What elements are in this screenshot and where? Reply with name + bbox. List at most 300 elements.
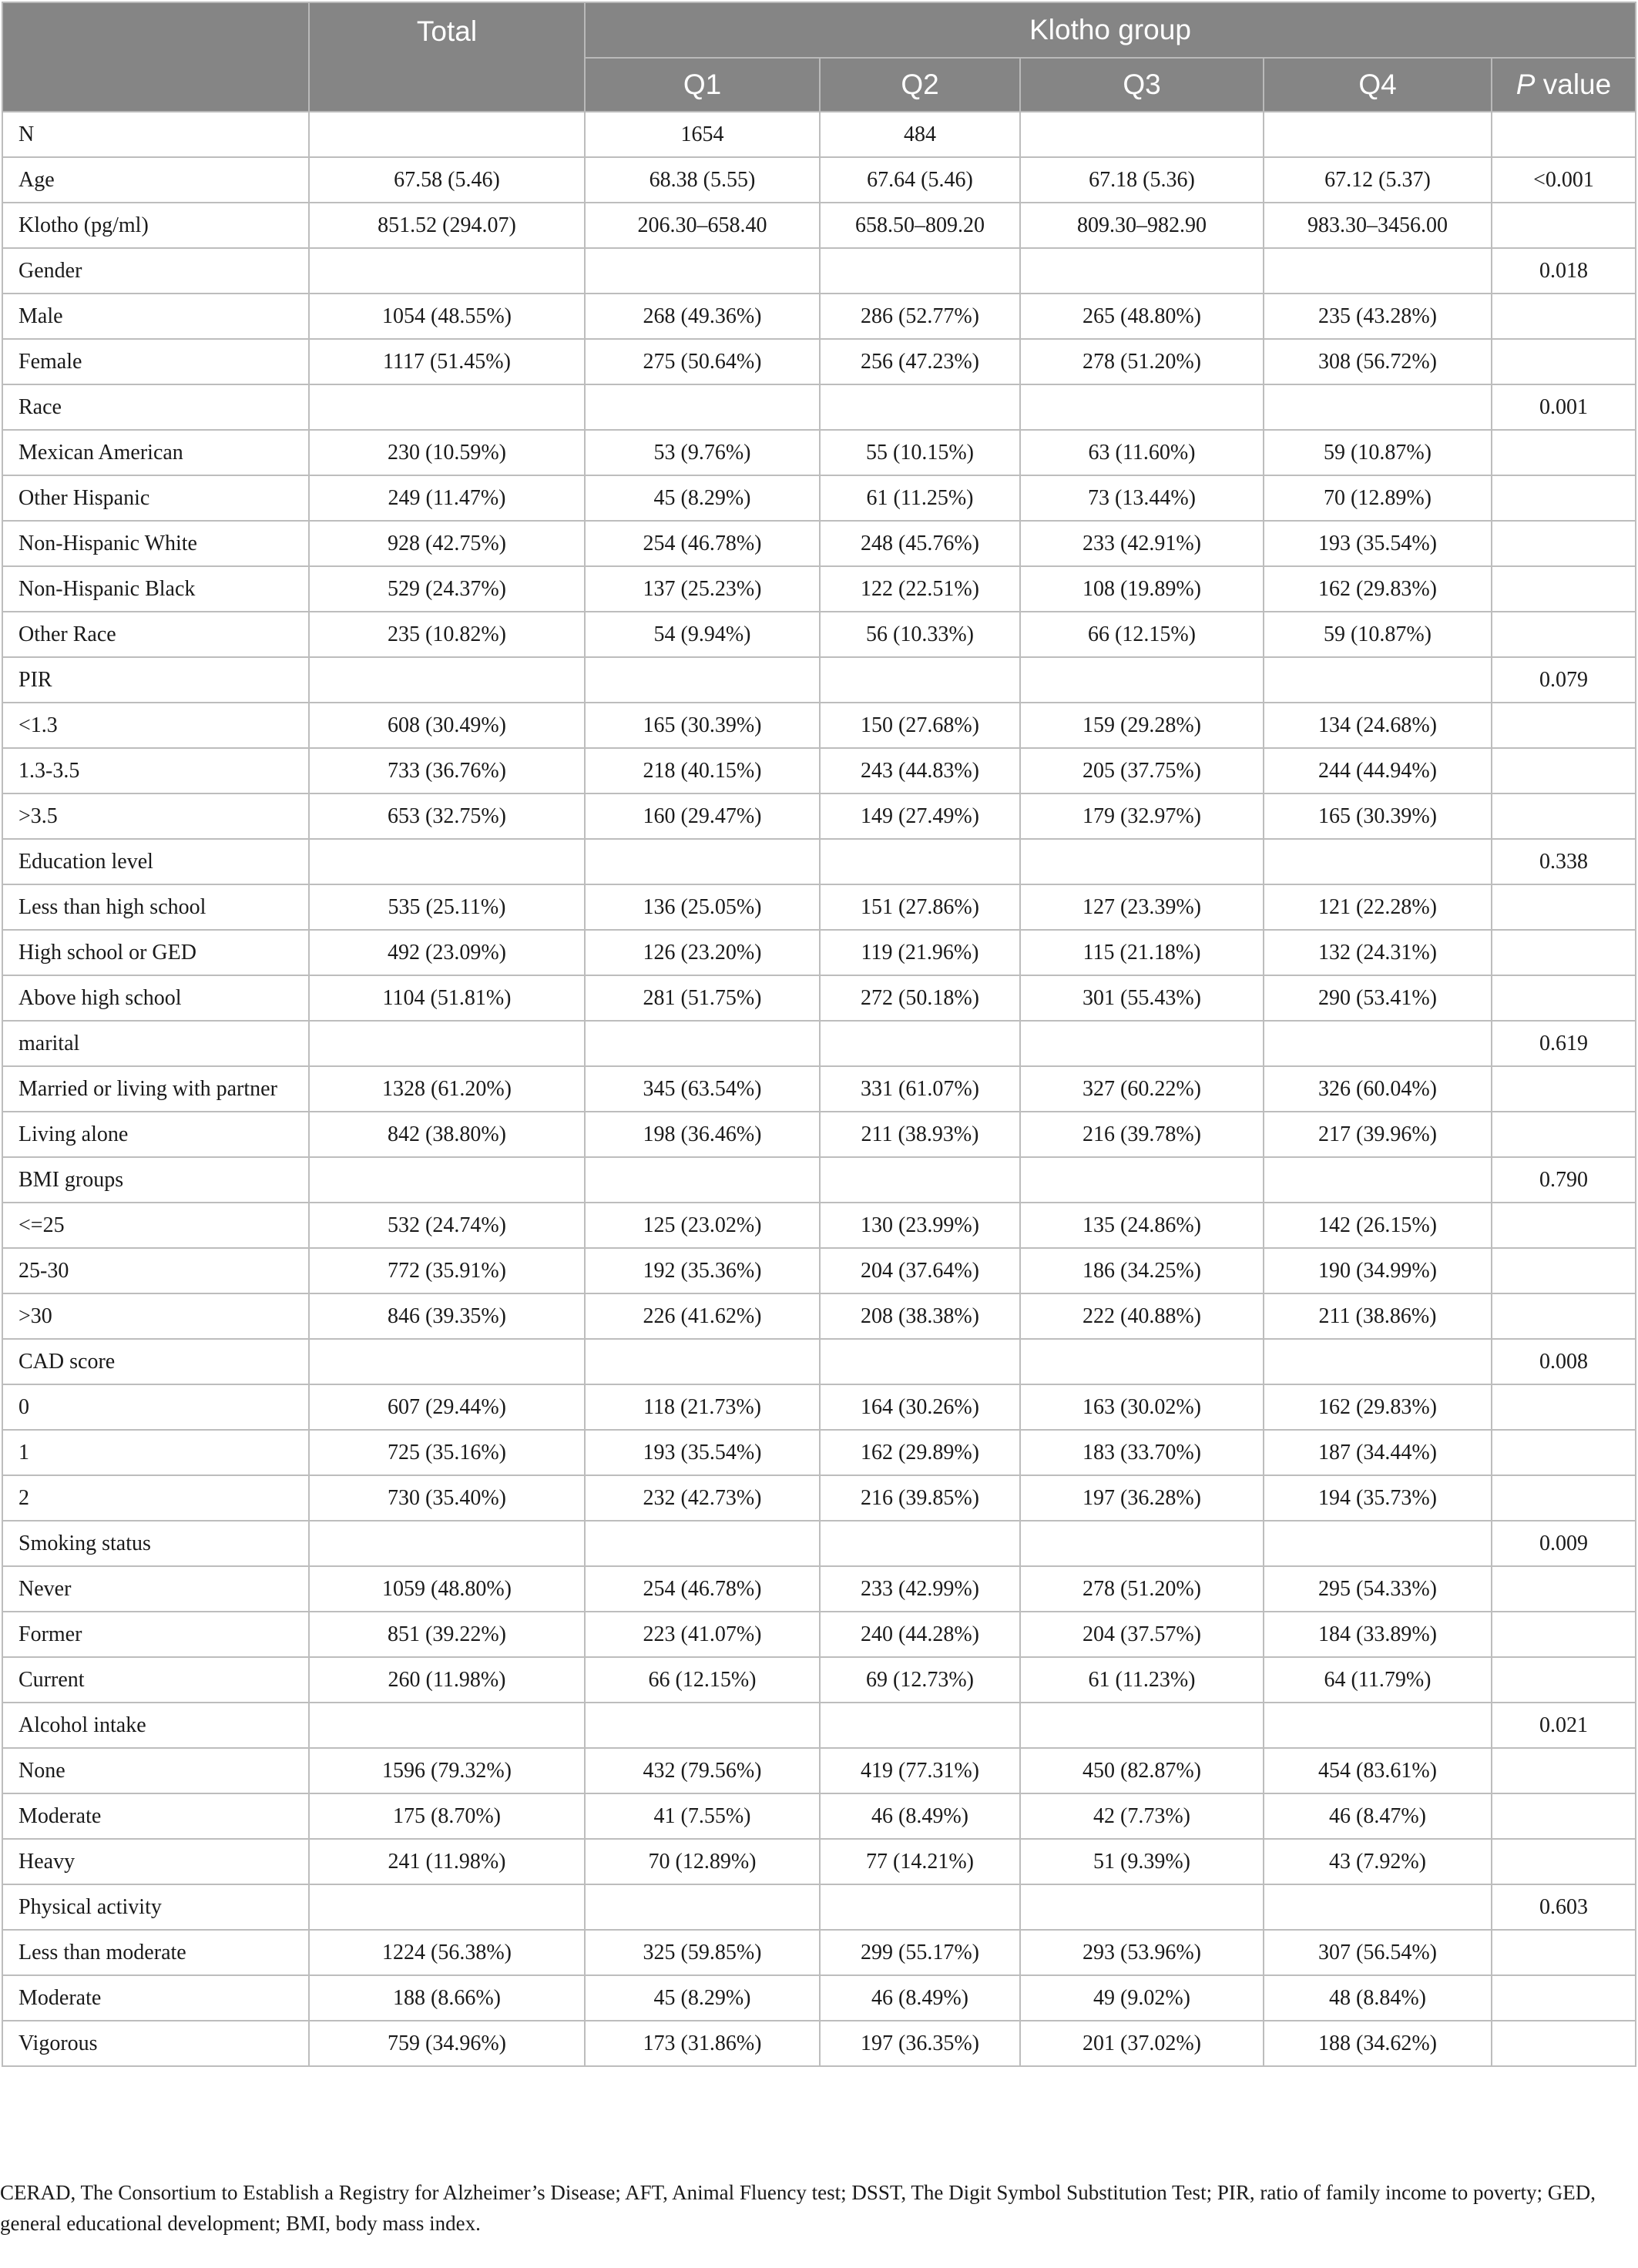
cell-q2 xyxy=(820,839,1020,884)
cell-total: 653 (32.75%) xyxy=(309,793,585,839)
table-row xyxy=(2,1884,1636,1930)
table-row xyxy=(2,1703,1636,1748)
cell-p-value xyxy=(1492,1066,1636,1112)
table-row xyxy=(2,1066,1636,1112)
cell-q3: 197 (36.28%) xyxy=(1020,1475,1264,1521)
cell-row-label: Klotho (pg/ml) xyxy=(2,203,309,248)
cell-q1: 136 (25.05%) xyxy=(585,884,820,930)
cell-q3 xyxy=(1020,112,1264,157)
table-row xyxy=(2,1748,1636,1793)
cell-q3: 42 (7.73%) xyxy=(1020,1793,1264,1839)
cell-total: 772 (35.91%) xyxy=(309,1248,585,1293)
table-row xyxy=(2,1112,1636,1157)
cell-row-label: 25-30 xyxy=(2,1248,309,1293)
cell-row-label: Never xyxy=(2,1566,309,1612)
cell-q2 xyxy=(820,657,1020,703)
cell-q2: 122 (22.51%) xyxy=(820,566,1020,612)
cell-q3: 809.30–982.90 xyxy=(1020,203,1264,248)
header-klotho-group: Klotho group xyxy=(585,2,1636,58)
cell-p-value xyxy=(1492,1612,1636,1657)
cell-q2: 69 (12.73%) xyxy=(820,1657,1020,1703)
cell-q1: 345 (63.54%) xyxy=(585,1066,820,1112)
cell-q1 xyxy=(585,1021,820,1066)
cell-q3: 49 (9.02%) xyxy=(1020,1975,1264,2021)
cell-total: 842 (38.80%) xyxy=(309,1112,585,1157)
cell-total: 230 (10.59%) xyxy=(309,430,585,475)
cell-q2 xyxy=(820,1339,1020,1384)
cell-total: 759 (34.96%) xyxy=(309,2021,585,2066)
cell-p-value xyxy=(1492,203,1636,248)
cell-q1: 45 (8.29%) xyxy=(585,475,820,521)
cell-row-label: Vigorous xyxy=(2,2021,309,2066)
cell-row-label: Other Race xyxy=(2,612,309,657)
cell-q4: 983.30–3456.00 xyxy=(1264,203,1492,248)
cell-q1: 137 (25.23%) xyxy=(585,566,820,612)
cell-p-value: 0.008 xyxy=(1492,1339,1636,1384)
cell-p-value xyxy=(1492,1293,1636,1339)
cell-p-value: 0.079 xyxy=(1492,657,1636,703)
cell-q2: 211 (38.93%) xyxy=(820,1112,1020,1157)
table-row xyxy=(2,1793,1636,1839)
table-row xyxy=(2,1248,1636,1293)
table-row xyxy=(2,1521,1636,1566)
table-row xyxy=(2,1612,1636,1657)
cell-row-label: >30 xyxy=(2,1293,309,1339)
cell-q1 xyxy=(585,657,820,703)
table-row xyxy=(2,1657,1636,1703)
cell-q3: 163 (30.02%) xyxy=(1020,1384,1264,1430)
cell-row-label: Above high school xyxy=(2,975,309,1021)
cell-p-value xyxy=(1492,1384,1636,1430)
cell-total: 492 (23.09%) xyxy=(309,930,585,975)
cell-q2: 46 (8.49%) xyxy=(820,1793,1020,1839)
cell-q2: 46 (8.49%) xyxy=(820,1975,1020,2021)
cell-q1 xyxy=(585,384,820,430)
cell-p-value: 0.021 xyxy=(1492,1703,1636,1748)
cell-q2 xyxy=(820,1021,1020,1066)
cell-q2 xyxy=(820,1703,1020,1748)
cell-q4: 187 (34.44%) xyxy=(1264,1430,1492,1475)
cell-total: 175 (8.70%) xyxy=(309,1793,585,1839)
cell-q1: 173 (31.86%) xyxy=(585,2021,820,2066)
cell-q2 xyxy=(820,248,1020,294)
cell-row-label: Physical activity xyxy=(2,1884,309,1930)
cell-q2: 272 (50.18%) xyxy=(820,975,1020,1021)
cell-q1: 275 (50.64%) xyxy=(585,339,820,384)
cell-p-value xyxy=(1492,748,1636,793)
cell-q4: 217 (39.96%) xyxy=(1264,1112,1492,1157)
cell-total: 235 (10.82%) xyxy=(309,612,585,657)
cell-q2: 658.50–809.20 xyxy=(820,203,1020,248)
cell-q2: 162 (29.89%) xyxy=(820,1430,1020,1475)
table-row xyxy=(2,657,1636,703)
cell-q3: 265 (48.80%) xyxy=(1020,294,1264,339)
cell-p-value xyxy=(1492,1203,1636,1248)
cell-row-label: Former xyxy=(2,1612,309,1657)
cell-q2: 248 (45.76%) xyxy=(820,521,1020,566)
cell-q1: 41 (7.55%) xyxy=(585,1793,820,1839)
table-row xyxy=(2,1384,1636,1430)
cell-q2: 150 (27.68%) xyxy=(820,703,1020,748)
cell-q2: 77 (14.21%) xyxy=(820,1839,1020,1884)
cell-q1: 193 (35.54%) xyxy=(585,1430,820,1475)
table-row xyxy=(2,839,1636,884)
cell-q2: 197 (36.35%) xyxy=(820,2021,1020,2066)
cell-q3: 278 (51.20%) xyxy=(1020,1566,1264,1612)
table-row xyxy=(2,2021,1636,2066)
table-row xyxy=(2,1203,1636,1248)
cell-total: 733 (36.76%) xyxy=(309,748,585,793)
table-body xyxy=(2,112,1636,2066)
cell-total: 608 (30.49%) xyxy=(309,703,585,748)
cell-q4: 244 (44.94%) xyxy=(1264,748,1492,793)
table-row xyxy=(2,566,1636,612)
cell-p-value xyxy=(1492,2021,1636,2066)
cell-row-label: Current xyxy=(2,1657,309,1703)
cell-row-label: N xyxy=(2,112,309,157)
cell-q3 xyxy=(1020,384,1264,430)
cell-q2: 164 (30.26%) xyxy=(820,1384,1020,1430)
cell-p-value: 0.001 xyxy=(1492,384,1636,430)
cell-p-value xyxy=(1492,1748,1636,1793)
cell-q2: 55 (10.15%) xyxy=(820,430,1020,475)
cell-p-value: 0.790 xyxy=(1492,1157,1636,1203)
cell-q1: 66 (12.15%) xyxy=(585,1657,820,1703)
cell-q3: 301 (55.43%) xyxy=(1020,975,1264,1021)
cell-q2: 419 (77.31%) xyxy=(820,1748,1020,1793)
cell-q2: 233 (42.99%) xyxy=(820,1566,1020,1612)
cell-p-value: 0.603 xyxy=(1492,1884,1636,1930)
cell-q2 xyxy=(820,384,1020,430)
cell-q1: 125 (23.02%) xyxy=(585,1203,820,1248)
cell-row-label: PIR xyxy=(2,657,309,703)
cell-row-label: Non-Hispanic White xyxy=(2,521,309,566)
cell-q1: 70 (12.89%) xyxy=(585,1839,820,1884)
cell-q4: 194 (35.73%) xyxy=(1264,1475,1492,1521)
cell-q2 xyxy=(820,1521,1020,1566)
cell-q3 xyxy=(1020,1521,1264,1566)
baseline-characteristics-table xyxy=(2,2,1636,2067)
header-row-1 xyxy=(2,2,1636,58)
cell-q3: 205 (37.75%) xyxy=(1020,748,1264,793)
cell-q3: 108 (19.89%) xyxy=(1020,566,1264,612)
cell-row-label: 1.3-3.5 xyxy=(2,748,309,793)
cell-row-label: Less than high school xyxy=(2,884,309,930)
cell-p-value xyxy=(1492,703,1636,748)
cell-q1: 126 (23.20%) xyxy=(585,930,820,975)
table-row xyxy=(2,1157,1636,1203)
cell-q1: 325 (59.85%) xyxy=(585,1930,820,1975)
header-empty-cell xyxy=(2,2,309,112)
cell-q3 xyxy=(1020,1339,1264,1384)
cell-row-label: Non-Hispanic Black xyxy=(2,566,309,612)
cell-q3: 293 (53.96%) xyxy=(1020,1930,1264,1975)
cell-q1 xyxy=(585,248,820,294)
cell-q4: 188 (34.62%) xyxy=(1264,2021,1492,2066)
cell-q3: 222 (40.88%) xyxy=(1020,1293,1264,1339)
cell-q1: 432 (79.56%) xyxy=(585,1748,820,1793)
cell-q3: 186 (34.25%) xyxy=(1020,1248,1264,1293)
cell-q4: 295 (54.33%) xyxy=(1264,1566,1492,1612)
cell-q4: 290 (53.41%) xyxy=(1264,975,1492,1021)
cell-p-value xyxy=(1492,521,1636,566)
cell-total: 1328 (61.20%) xyxy=(309,1066,585,1112)
cell-total: 260 (11.98%) xyxy=(309,1657,585,1703)
cell-q4: 454 (83.61%) xyxy=(1264,1748,1492,1793)
table-row xyxy=(2,521,1636,566)
cell-q2: 149 (27.49%) xyxy=(820,793,1020,839)
cell-q3: 450 (82.87%) xyxy=(1020,1748,1264,1793)
table-row xyxy=(2,703,1636,748)
table-footnote: CERAD, The Consortium to Establish a Registry for Alzheimer’s Disease; AFT, Animal Fluency test; DSST, The Digit Symbol Substitution Test; PIR, ratio of family income to poverty; GED, general educational development; BMI, body mass index. xyxy=(0,2181,1596,2235)
cell-row-label: Other Hispanic xyxy=(2,475,309,521)
cell-p-value xyxy=(1492,1975,1636,2021)
cell-p-value: 0.009 xyxy=(1492,1521,1636,1566)
cell-row-label: Smoking status xyxy=(2,1521,309,1566)
cell-total: 1059 (48.80%) xyxy=(309,1566,585,1612)
cell-row-label: <=25 xyxy=(2,1203,309,1248)
cell-total xyxy=(309,1157,585,1203)
cell-q1: 198 (36.46%) xyxy=(585,1112,820,1157)
cell-q4 xyxy=(1264,1157,1492,1203)
cell-q4: 190 (34.99%) xyxy=(1264,1248,1492,1293)
cell-p-value: 0.338 xyxy=(1492,839,1636,884)
cell-q3: 135 (24.86%) xyxy=(1020,1203,1264,1248)
cell-q1 xyxy=(585,1339,820,1384)
cell-q1: 223 (41.07%) xyxy=(585,1612,820,1657)
cell-p-value xyxy=(1492,294,1636,339)
cell-row-label: Mexican American xyxy=(2,430,309,475)
cell-q1: 281 (51.75%) xyxy=(585,975,820,1021)
table-row xyxy=(2,294,1636,339)
cell-q4 xyxy=(1264,1021,1492,1066)
cell-total: 249 (11.47%) xyxy=(309,475,585,521)
cell-q4: 326 (60.04%) xyxy=(1264,1066,1492,1112)
cell-row-label: marital xyxy=(2,1021,309,1066)
cell-p-value xyxy=(1492,1793,1636,1839)
cell-p-value xyxy=(1492,339,1636,384)
cell-p-value xyxy=(1492,1430,1636,1475)
cell-p-value xyxy=(1492,475,1636,521)
cell-q1: 45 (8.29%) xyxy=(585,1975,820,2021)
cell-q2: 67.64 (5.46) xyxy=(820,157,1020,203)
cell-q2: 130 (23.99%) xyxy=(820,1203,1020,1248)
cell-p-value xyxy=(1492,612,1636,657)
cell-q4: 43 (7.92%) xyxy=(1264,1839,1492,1884)
cell-total: 851.52 (294.07) xyxy=(309,203,585,248)
cell-row-label: Race xyxy=(2,384,309,430)
cell-p-value: 0.018 xyxy=(1492,248,1636,294)
cell-q1: 218 (40.15%) xyxy=(585,748,820,793)
cell-total xyxy=(309,248,585,294)
cell-total: 607 (29.44%) xyxy=(309,1384,585,1430)
cell-total: 928 (42.75%) xyxy=(309,521,585,566)
cell-q4: 46 (8.47%) xyxy=(1264,1793,1492,1839)
cell-total xyxy=(309,1703,585,1748)
cell-q3: 63 (11.60%) xyxy=(1020,430,1264,475)
table-row xyxy=(2,930,1636,975)
cell-q4 xyxy=(1264,1521,1492,1566)
cell-p-value xyxy=(1492,112,1636,157)
cell-total xyxy=(309,1521,585,1566)
cell-total: 1596 (79.32%) xyxy=(309,1748,585,1793)
table-row xyxy=(2,475,1636,521)
cell-total: 67.58 (5.46) xyxy=(309,157,585,203)
cell-row-label: Moderate xyxy=(2,1975,309,2021)
cell-q2: 208 (38.38%) xyxy=(820,1293,1020,1339)
cell-q3: 183 (33.70%) xyxy=(1020,1430,1264,1475)
cell-q4: 134 (24.68%) xyxy=(1264,703,1492,748)
cell-q3 xyxy=(1020,1157,1264,1203)
cell-q4: 211 (38.86%) xyxy=(1264,1293,1492,1339)
cell-q3: 73 (13.44%) xyxy=(1020,475,1264,521)
cell-q4: 64 (11.79%) xyxy=(1264,1657,1492,1703)
cell-row-label: Living alone xyxy=(2,1112,309,1157)
cell-q1: 118 (21.73%) xyxy=(585,1384,820,1430)
cell-q1: 192 (35.36%) xyxy=(585,1248,820,1293)
table-row xyxy=(2,1430,1636,1475)
cell-q1: 268 (49.36%) xyxy=(585,294,820,339)
cell-q2 xyxy=(820,1884,1020,1930)
cell-q1: 53 (9.76%) xyxy=(585,430,820,475)
cell-q4: 307 (56.54%) xyxy=(1264,1930,1492,1975)
cell-row-label: High school or GED xyxy=(2,930,309,975)
cell-total: 532 (24.74%) xyxy=(309,1203,585,1248)
cell-total: 1224 (56.38%) xyxy=(309,1930,585,1975)
cell-p-value xyxy=(1492,430,1636,475)
cell-row-label: 1 xyxy=(2,1430,309,1475)
cell-q4 xyxy=(1264,384,1492,430)
cell-p-value xyxy=(1492,1839,1636,1884)
cell-q4: 121 (22.28%) xyxy=(1264,884,1492,930)
cell-q4: 48 (8.84%) xyxy=(1264,1975,1492,2021)
cell-q4: 132 (24.31%) xyxy=(1264,930,1492,975)
cell-q4 xyxy=(1264,112,1492,157)
cell-q1: 54 (9.94%) xyxy=(585,612,820,657)
cell-p-value: <0.001 xyxy=(1492,157,1636,203)
cell-row-label: BMI groups xyxy=(2,1157,309,1203)
cell-q3 xyxy=(1020,839,1264,884)
cell-total xyxy=(309,1021,585,1066)
cell-row-label: Less than moderate xyxy=(2,1930,309,1975)
cell-q2: 204 (37.64%) xyxy=(820,1248,1020,1293)
cell-q2: 119 (21.96%) xyxy=(820,930,1020,975)
cell-q3: 61 (11.23%) xyxy=(1020,1657,1264,1703)
cell-row-label: Age xyxy=(2,157,309,203)
cell-q4: 193 (35.54%) xyxy=(1264,521,1492,566)
cell-total: 1117 (51.45%) xyxy=(309,339,585,384)
cell-q3: 51 (9.39%) xyxy=(1020,1839,1264,1884)
cell-p-value xyxy=(1492,1475,1636,1521)
cell-q3: 233 (42.91%) xyxy=(1020,521,1264,566)
cell-q1: 254 (46.78%) xyxy=(585,1566,820,1612)
cell-p-value xyxy=(1492,1657,1636,1703)
cell-p-value xyxy=(1492,1566,1636,1612)
cell-q2: 56 (10.33%) xyxy=(820,612,1020,657)
table-row xyxy=(2,384,1636,430)
table-row xyxy=(2,1839,1636,1884)
cell-row-label: 0 xyxy=(2,1384,309,1430)
cell-q4: 142 (26.15%) xyxy=(1264,1203,1492,1248)
table-row xyxy=(2,430,1636,475)
cell-q1: 160 (29.47%) xyxy=(585,793,820,839)
cell-q2: 216 (39.85%) xyxy=(820,1475,1020,1521)
cell-q1 xyxy=(585,1521,820,1566)
cell-q4 xyxy=(1264,657,1492,703)
cell-total xyxy=(309,384,585,430)
cell-total: 188 (8.66%) xyxy=(309,1975,585,2021)
cell-p-value xyxy=(1492,1112,1636,1157)
cell-p-value xyxy=(1492,1930,1636,1975)
header-total: Total xyxy=(309,2,585,112)
cell-total: 851 (39.22%) xyxy=(309,1612,585,1657)
cell-q3: 67.18 (5.36) xyxy=(1020,157,1264,203)
cell-q2: 299 (55.17%) xyxy=(820,1930,1020,1975)
cell-q3: 204 (37.57%) xyxy=(1020,1612,1264,1657)
cell-q4 xyxy=(1264,839,1492,884)
cell-row-label: Heavy xyxy=(2,1839,309,1884)
cell-q3: 127 (23.39%) xyxy=(1020,884,1264,930)
cell-q4: 67.12 (5.37) xyxy=(1264,157,1492,203)
cell-q3 xyxy=(1020,1703,1264,1748)
header-q4: Q4 xyxy=(1264,58,1492,112)
cell-q3: 201 (37.02%) xyxy=(1020,2021,1264,2066)
cell-total: 1104 (51.81%) xyxy=(309,975,585,1021)
cell-total: 725 (35.16%) xyxy=(309,1430,585,1475)
cell-total xyxy=(309,1339,585,1384)
cell-p-value xyxy=(1492,975,1636,1021)
cell-q2: 286 (52.77%) xyxy=(820,294,1020,339)
cell-q4: 184 (33.89%) xyxy=(1264,1612,1492,1657)
cell-q4 xyxy=(1264,1703,1492,1748)
cell-q3 xyxy=(1020,657,1264,703)
header-q2: Q2 xyxy=(820,58,1020,112)
cell-q3 xyxy=(1020,1021,1264,1066)
cell-total: 1054 (48.55%) xyxy=(309,294,585,339)
cell-q2: 151 (27.86%) xyxy=(820,884,1020,930)
header-p-italic: P xyxy=(1515,69,1536,100)
cell-q2: 484 xyxy=(820,112,1020,157)
cell-row-label: <1.3 xyxy=(2,703,309,748)
cell-q1: 1654 xyxy=(585,112,820,157)
cell-q4 xyxy=(1264,1884,1492,1930)
cell-row-label: Married or living with partner xyxy=(2,1066,309,1112)
cell-q1: 68.38 (5.55) xyxy=(585,157,820,203)
cell-row-label: 2 xyxy=(2,1475,309,1521)
header-q1: Q1 xyxy=(585,58,820,112)
cell-q1: 165 (30.39%) xyxy=(585,703,820,748)
cell-q2: 240 (44.28%) xyxy=(820,1612,1020,1657)
cell-q2 xyxy=(820,1157,1020,1203)
cell-q1 xyxy=(585,1884,820,1930)
cell-q3: 216 (39.78%) xyxy=(1020,1112,1264,1157)
cell-q3 xyxy=(1020,248,1264,294)
cell-q4: 165 (30.39%) xyxy=(1264,793,1492,839)
cell-q4: 70 (12.89%) xyxy=(1264,475,1492,521)
cell-q1: 232 (42.73%) xyxy=(585,1475,820,1521)
cell-q4: 59 (10.87%) xyxy=(1264,430,1492,475)
cell-p-value xyxy=(1492,566,1636,612)
cell-p-value xyxy=(1492,793,1636,839)
cell-row-label: Male xyxy=(2,294,309,339)
cell-q1: 206.30–658.40 xyxy=(585,203,820,248)
cell-total xyxy=(309,1884,585,1930)
cell-total: 730 (35.40%) xyxy=(309,1475,585,1521)
cell-q1 xyxy=(585,1703,820,1748)
cell-row-label: Alcohol intake xyxy=(2,1703,309,1748)
cell-q2: 256 (47.23%) xyxy=(820,339,1020,384)
table-row xyxy=(2,157,1636,203)
